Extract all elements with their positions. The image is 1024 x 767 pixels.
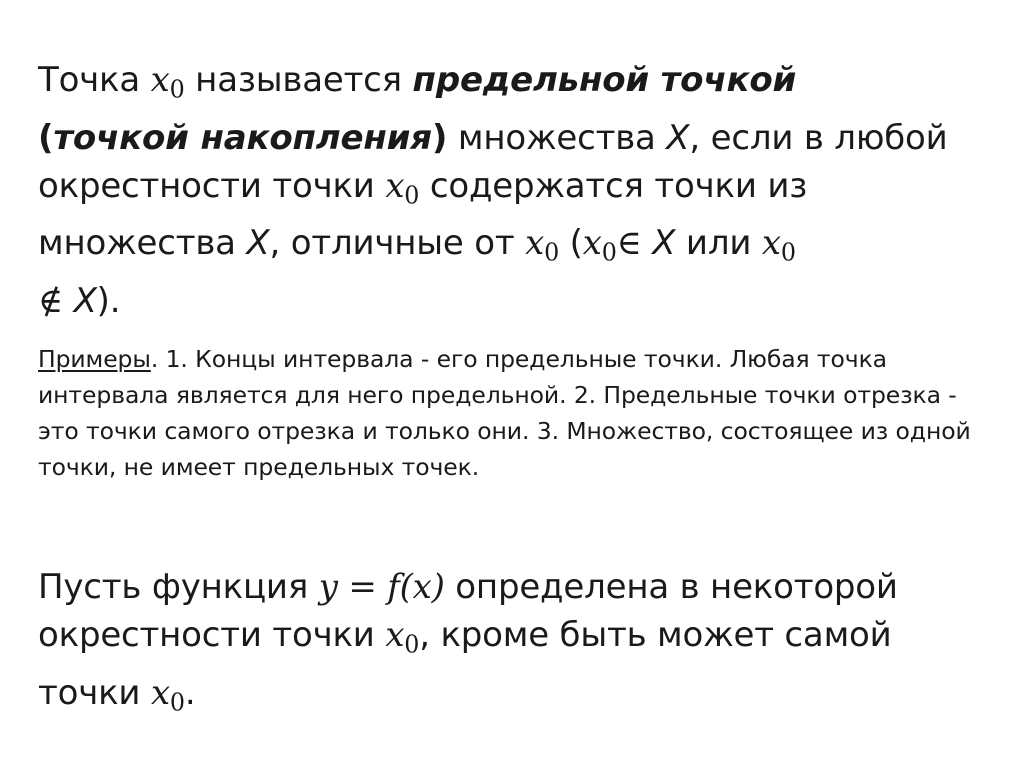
definition-text: ( xyxy=(559,223,583,264)
x0-symbol: x0 xyxy=(385,614,420,659)
x0-symbol: x0 xyxy=(525,223,560,267)
function-text: Пусть функция xyxy=(38,566,319,607)
examples-heading: Примеры xyxy=(38,344,151,373)
definition-text: называется xyxy=(184,60,413,100)
term-limit-point: предельной точкой xyxy=(412,60,797,100)
function-text: , кроме быть может самой точки xyxy=(38,614,892,713)
set-symbol: X xyxy=(73,280,97,321)
examples-text: . 1. Концы интервала - его предельные точки. Любая точка интервала является для него предельной. 2. Предельные точки отрезка - это точки самого отрезка и только они. 3. Множество, состоящее из одной точки, не имеет предельных точек. xyxy=(38,344,971,481)
examples-paragraph xyxy=(38,341,988,485)
function-text: . xyxy=(184,672,196,713)
set-symbol: X xyxy=(652,223,676,264)
definition-text: ). xyxy=(96,280,121,321)
x0-symbol: x0 xyxy=(761,223,796,267)
definition-text: содержатся точки из множества xyxy=(38,165,808,264)
x0-symbol: x0 xyxy=(582,223,617,267)
definition-text: Точка xyxy=(38,60,151,100)
x0-symbol: x0 xyxy=(385,165,420,210)
term-accumulation-point: точкой накопления xyxy=(53,117,432,158)
paren-close: ) xyxy=(431,117,448,158)
slide-content xyxy=(38,56,988,726)
x0-symbol: x0 xyxy=(150,60,185,104)
paren-open: ( xyxy=(38,117,54,158)
set-symbol: X xyxy=(666,117,690,158)
function-formula: y = f(x) xyxy=(318,566,445,607)
definition-text: или xyxy=(675,223,762,264)
definition-text: , отличные от xyxy=(269,223,526,264)
limit-point-definition xyxy=(38,56,988,325)
function-text: определена в некоторой окрестности точки xyxy=(38,566,898,655)
definition-text: множества xyxy=(447,117,667,158)
not-element-of-symbol: ∉ xyxy=(38,280,63,321)
definition-text: , если в любой окрестности точки xyxy=(38,117,948,206)
set-symbol: X xyxy=(246,223,270,264)
function-definition xyxy=(38,563,988,726)
element-of-symbol: ∈ xyxy=(616,223,642,264)
x0-symbol: x0 xyxy=(150,672,185,717)
